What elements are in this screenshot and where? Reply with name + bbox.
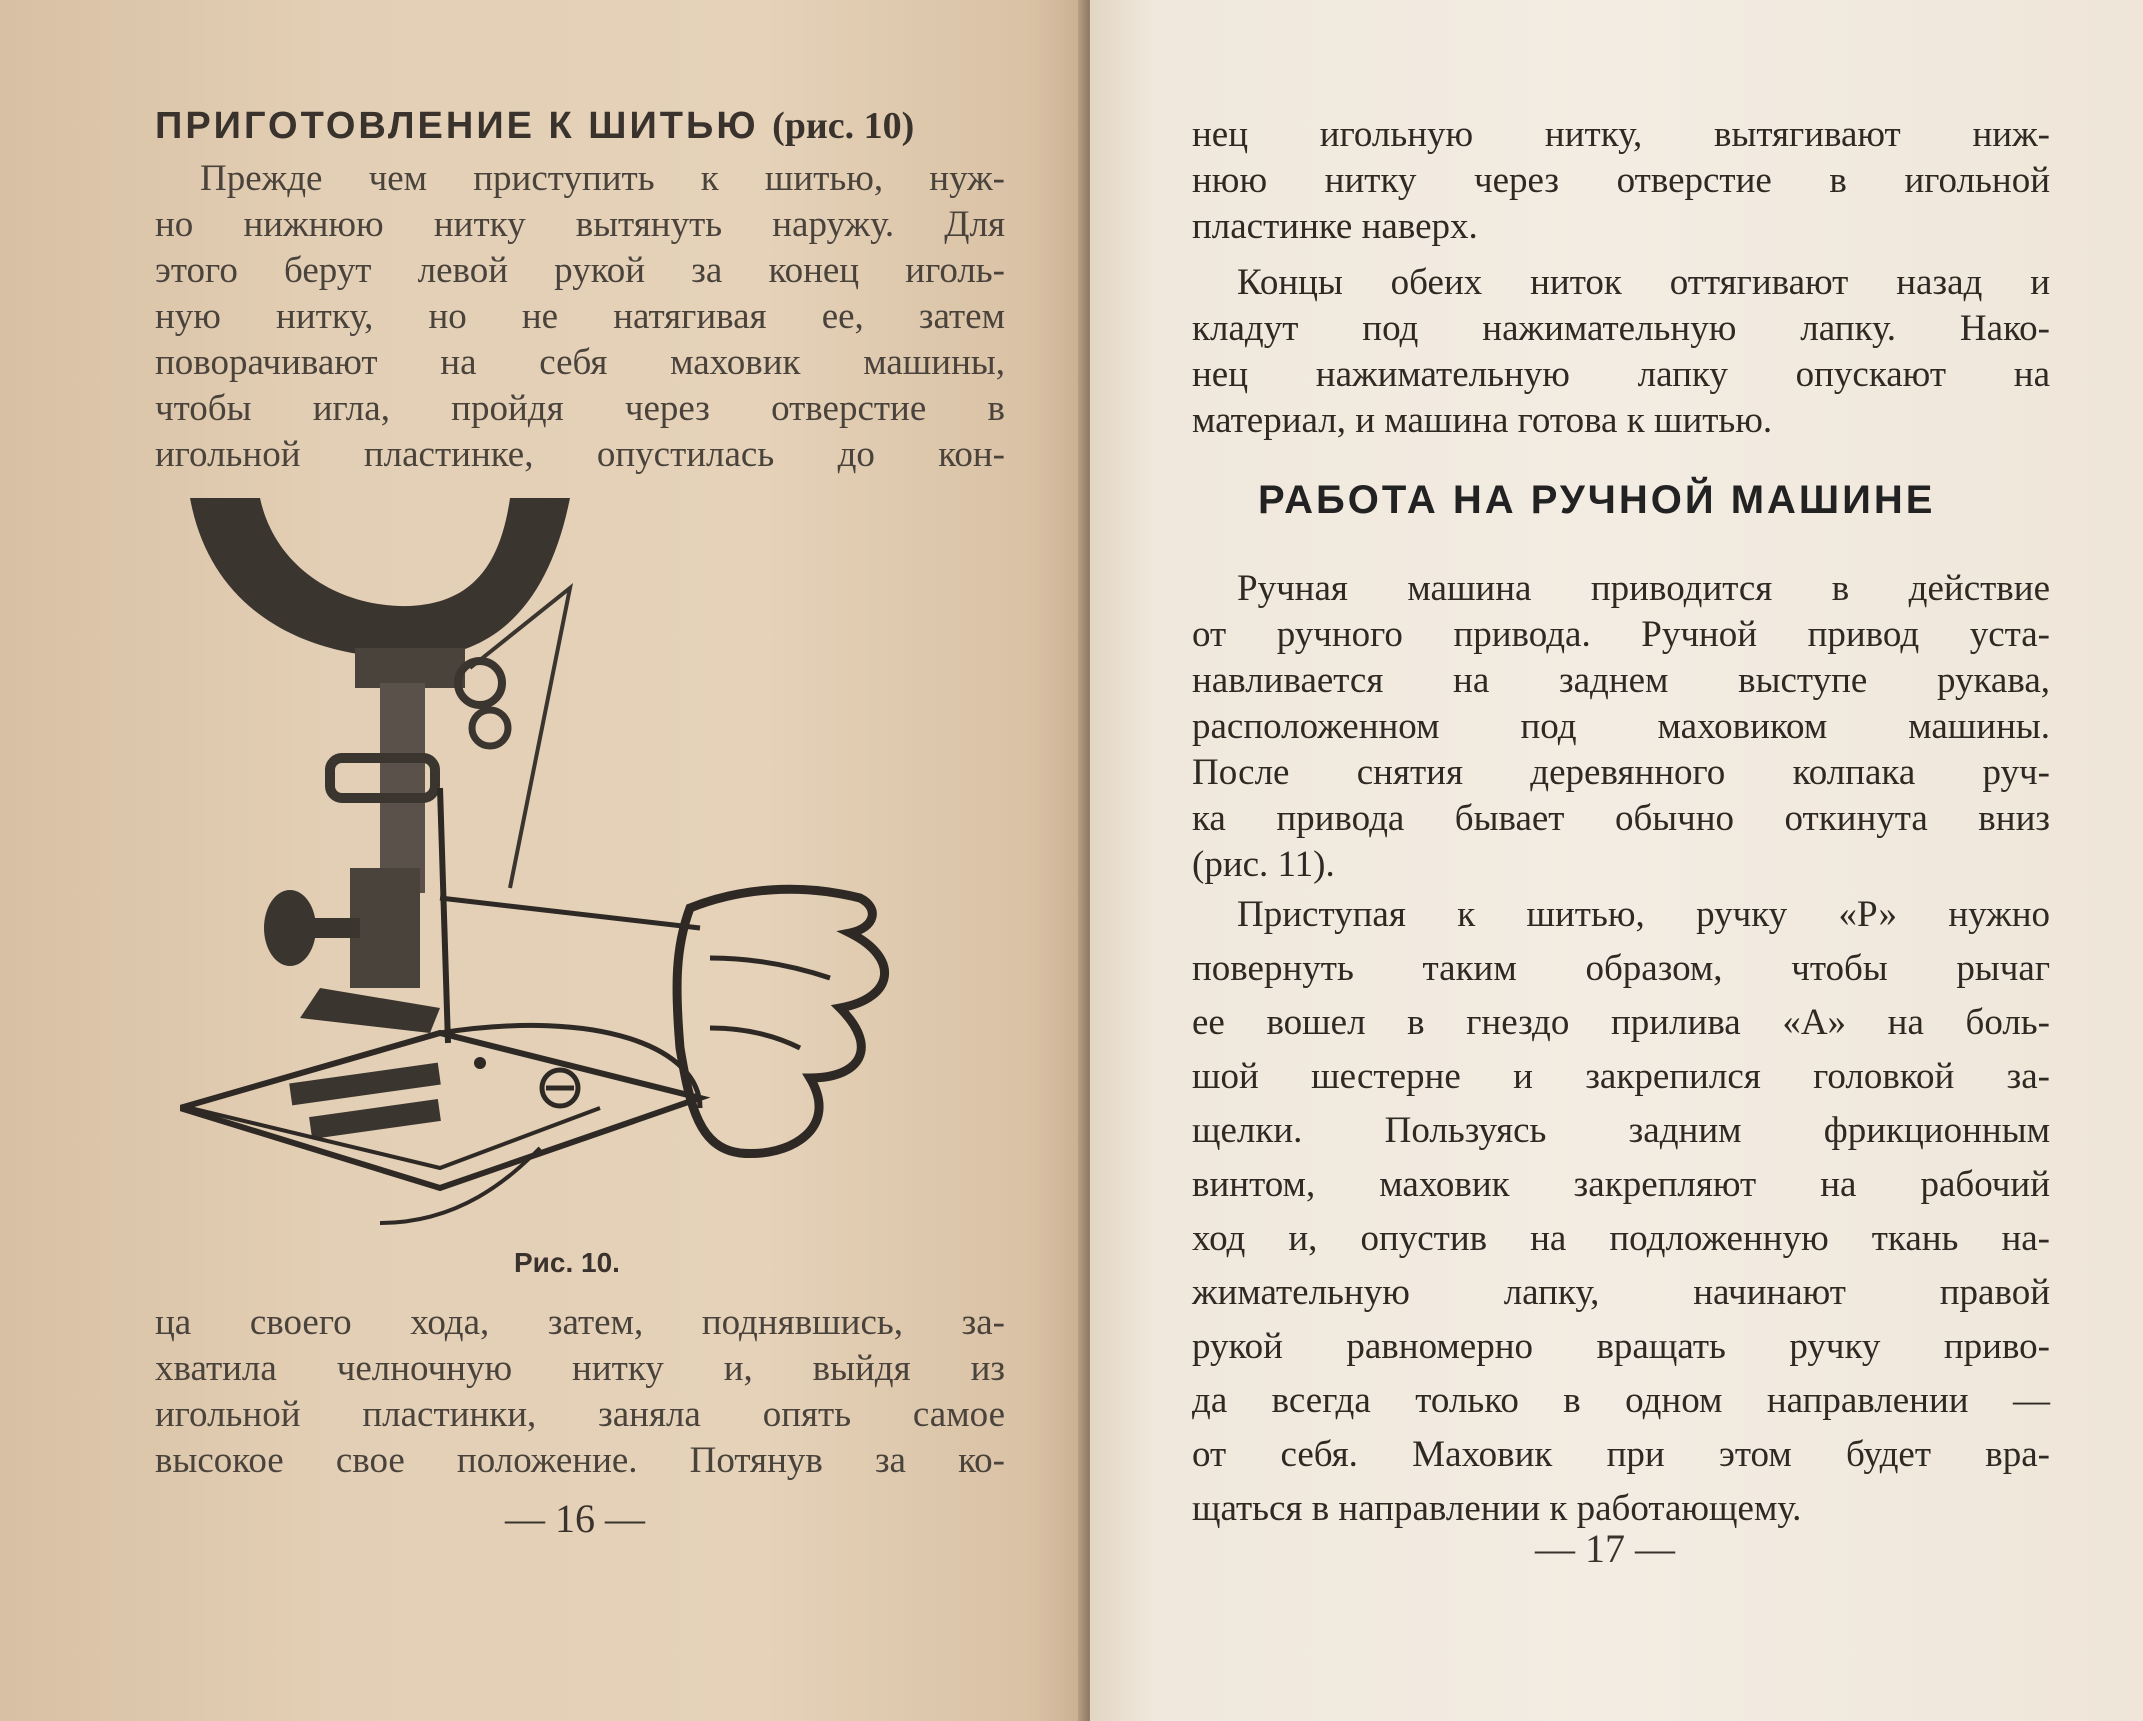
text-line: да всегда только в одном направлении — <box>1192 1380 2050 1421</box>
text-line: хватила челночную нитку и, выйдя из <box>155 1348 1005 1389</box>
right-section-heading: РАБОТА НА РУЧНОЙ МАШИНЕ <box>1258 478 1936 522</box>
text-line: от себя. Маховик при этом будет вра- <box>1192 1434 2050 1475</box>
right-paragraph-4 <box>1192 888 2050 1536</box>
text-line: (рис. 11). <box>1192 844 1335 885</box>
left-paragraph-1 <box>155 156 1005 478</box>
text-line: чтобы игла, пройдя через отверстие в <box>155 388 1005 429</box>
text-line: материал, и машина готова к шитью. <box>1192 400 1773 441</box>
text-line: высокое свое положение. Потянув за ко- <box>155 1440 1005 1481</box>
text-line: винтом, маховик закрепляют на рабочий <box>1192 1164 2050 1205</box>
text-line: Приступая к шитью, ручку «Р» нужно <box>1237 894 2050 935</box>
text-line: Ручная машина приводится в действие <box>1237 568 2050 609</box>
text-line: Прежде чем приступить к шитью, нуж- <box>200 158 1005 199</box>
text-line: щаться в направлении к работающему. <box>1192 1488 1802 1529</box>
text-line: ход и, опустив на подложенную ткань на- <box>1192 1218 2050 1259</box>
text-line: жимательную лапку, начинают правой <box>1192 1272 2050 1313</box>
sewing-machine-illustration <box>180 488 980 1243</box>
text-line: повернуть таким образом, чтобы рычаг <box>1192 948 2050 989</box>
right-paragraph-3 <box>1192 566 2050 888</box>
text-line: кладут под нажимательную лапку. Нако- <box>1192 308 2050 349</box>
left-paragraph-2 <box>155 1300 1005 1484</box>
text-line: нюю нитку через отверстие в игольной <box>1192 160 2050 201</box>
text-line: нец нажимательную лапку опускают на <box>1192 354 2050 395</box>
text-line: поворачивают на себя маховик машины, <box>155 342 1005 383</box>
text-line: ную нитку, но не натягивая ее, затем <box>155 296 1005 337</box>
text-line: ка привода бывает обычно откинута вниз <box>1192 798 2050 839</box>
text-line: шой шестерне и закрепился головкой за- <box>1192 1056 2050 1097</box>
left-heading-text: ПРИГОТОВЛЕНИЕ К ШИТЬЮ <box>155 105 759 147</box>
text-line: этого берут левой рукой за конец иголь- <box>155 250 1005 291</box>
text-line: щелки. Пользуясь задним фрикционным <box>1192 1110 2050 1151</box>
page-number-left: — 16 — <box>505 1496 645 1541</box>
page-number-right: — 17 — <box>1535 1526 1675 1571</box>
text-line: ее вошел в гнездо прилива «А» на боль- <box>1192 1002 2050 1043</box>
figure-caption: Рис. 10. <box>514 1247 620 1278</box>
text-line: но нижнюю нитку вытянуть наружу. Для <box>155 204 1005 245</box>
left-section-heading <box>155 104 1005 148</box>
text-line: пластинке наверх. <box>1192 206 1478 247</box>
text-line: игольной пластинки, заняла опять самое <box>155 1394 1005 1435</box>
text-line: ца своего хода, затем, поднявшись, за- <box>155 1302 1005 1343</box>
text-line: игольной пластинке, опустилась до кон- <box>155 434 1005 475</box>
text-line: Концы обеих ниток оттягивают назад и <box>1237 262 2050 303</box>
left-heading-figure-ref: (рис. 10) <box>772 105 915 147</box>
text-line: от ручного привода. Ручной привод уста- <box>1192 614 2050 655</box>
text-line: рукой равномерно вращать ручку приво- <box>1192 1326 2050 1367</box>
right-paragraph-1 <box>1192 112 2050 250</box>
text-line: расположенном под маховиком машины. <box>1192 706 2050 747</box>
text-line: навливается на заднем выступе рукава, <box>1192 660 2050 701</box>
text-line: После снятия деревянного колпака руч- <box>1192 752 2050 793</box>
right-paragraph-2 <box>1192 260 2050 444</box>
text-line: нец игольную нитку, вытягивают ниж- <box>1192 114 2050 155</box>
